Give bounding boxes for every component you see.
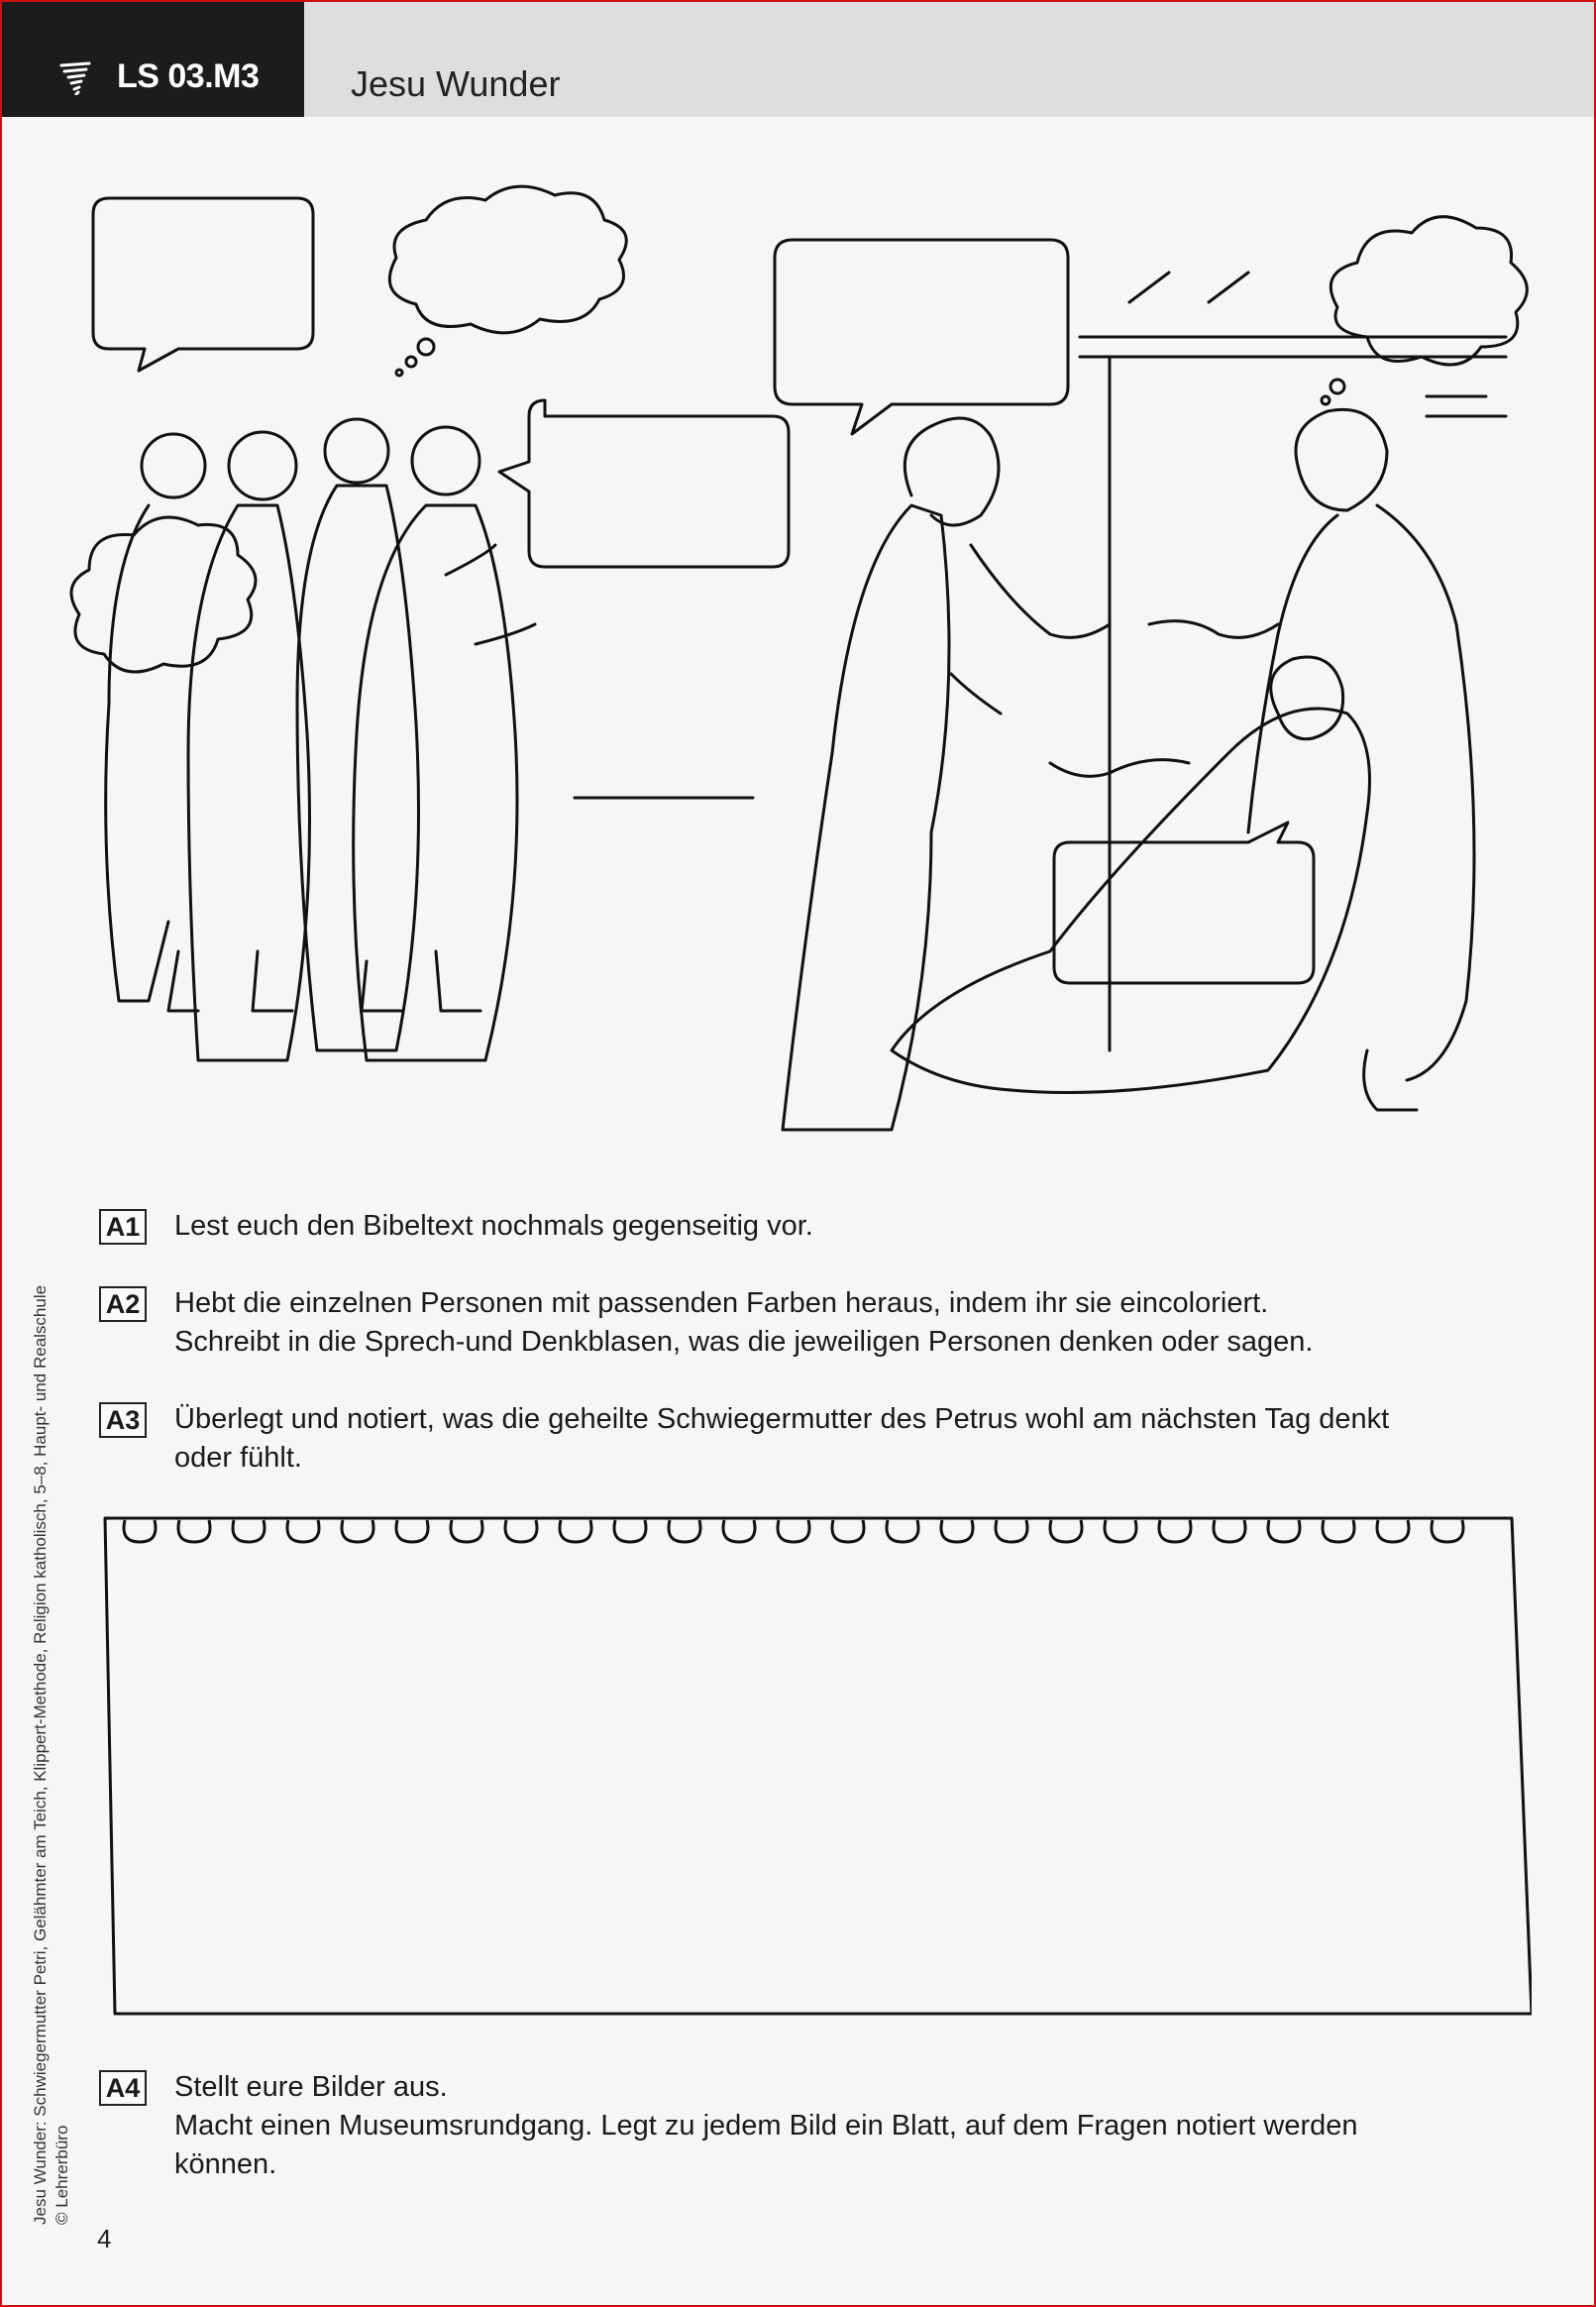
thought-bubble-3 <box>71 517 256 672</box>
thought-bubble-1 <box>389 186 626 333</box>
lesson-code: LS 03.M3 <box>117 57 260 95</box>
thought-bubble-2 <box>1330 217 1527 365</box>
task-text <box>174 2068 1358 2184</box>
task-badge: A4 <box>99 2070 147 2106</box>
task-text <box>174 1284 1313 1362</box>
speech-bubble-3 <box>775 240 1068 434</box>
task-line: oder fühlt. <box>174 1442 302 1474</box>
task-text <box>174 1207 813 1246</box>
page-title: Jesu Wunder <box>351 63 561 104</box>
disciples-figures <box>106 419 535 1060</box>
copyright-caption: © Lehrerbüro <box>53 2125 71 2225</box>
task-badge: A1 <box>99 1209 147 1245</box>
lesson-code-box <box>2 2 304 117</box>
source-caption: Jesu Wunder: Schwiegermutter Petri, Gelähmter am Teich, Klippert-Methode, Religion katholisch, 5–8, Haupt- und Realschule <box>31 1284 50 2225</box>
task-line: Lest euch den Bibeltext nochmals gegenseitig vor. <box>174 1210 813 1242</box>
task-badge: A2 <box>99 1286 147 1322</box>
task-line: Macht einen Museumsrundgang. Legt zu jedem Bild ein Blatt, auf dem Fragen notiert werden <box>174 2110 1358 2142</box>
speech-bubble-1 <box>93 198 313 371</box>
jesus-figure <box>783 418 1110 1130</box>
worksheet-header <box>2 2 1594 117</box>
speech-bubble-2 <box>499 400 789 567</box>
page-number: 4 <box>97 2224 112 2253</box>
tornado-icon <box>59 61 91 95</box>
task-text <box>174 1400 1389 1478</box>
writing-area[interactable] <box>95 1498 1532 2024</box>
task-badge: A3 <box>99 1402 147 1438</box>
side-caption <box>30 1204 73 2225</box>
task-line: Schreibt in die Sprech-und Denkblasen, was die jeweiligen Personen denken oder sagen. <box>174 1326 1314 1358</box>
coloring-illustration <box>59 178 1545 1199</box>
task-line: Hebt die einzelnen Personen mit passenden Farben heraus, indem ihr sie eincoloriert. <box>174 1287 1269 1319</box>
speech-bubble-4 <box>1054 823 1314 983</box>
task-line: Überlegt und notiert, was die geheilte Schwiegermutter des Petrus wohl am nächsten Tag denkt <box>174 1403 1390 1435</box>
task-line: können. <box>174 2148 277 2180</box>
task-line: Stellt eure Bilder aus. <box>174 2071 448 2103</box>
